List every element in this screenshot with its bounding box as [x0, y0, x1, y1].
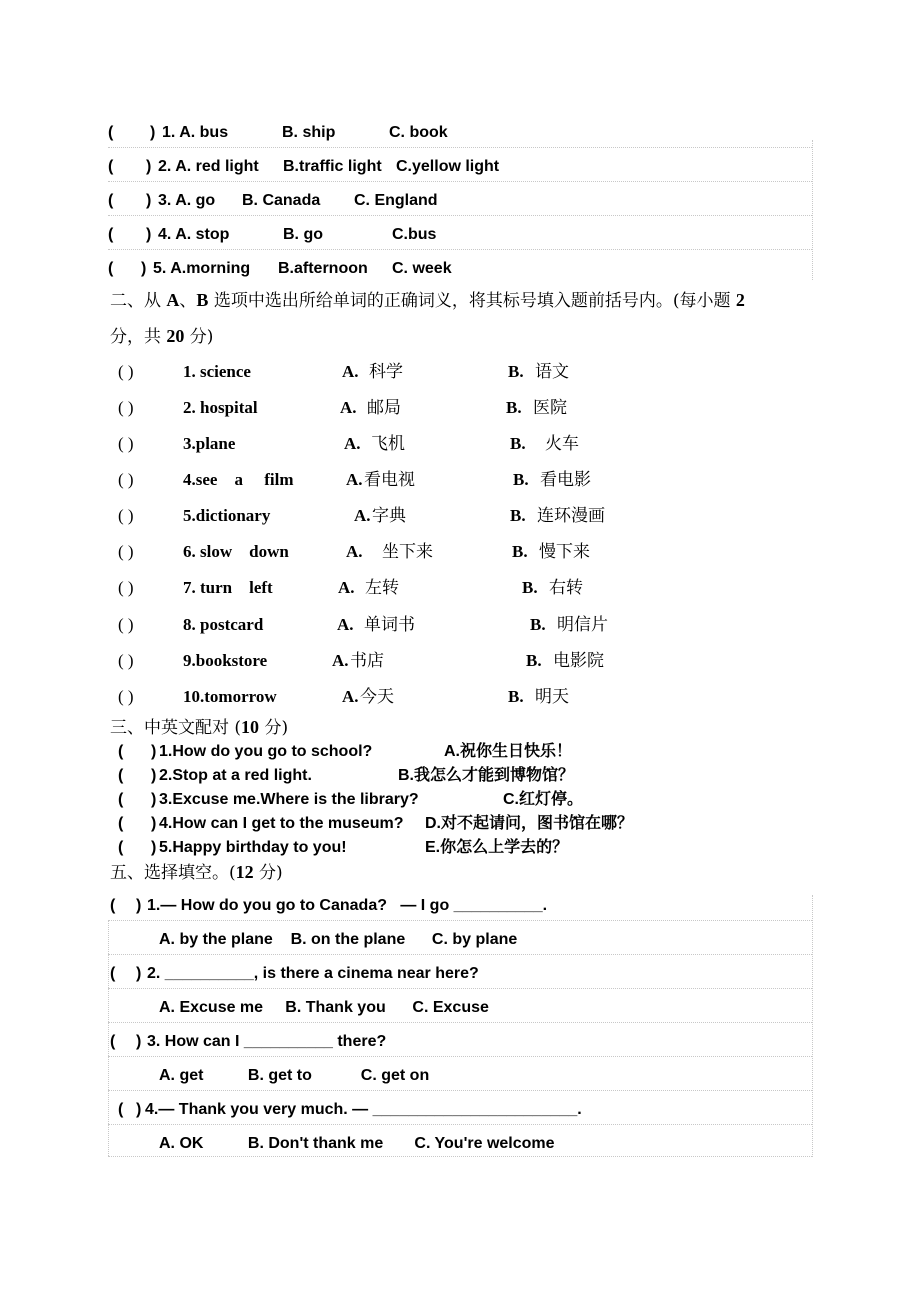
option-a-label: A.	[344, 434, 361, 453]
option-b: B. ship	[282, 124, 336, 141]
option-b-text: 连环漫画	[537, 506, 605, 525]
english-word: 4.see a film	[183, 470, 294, 489]
english-sentence: 4.How can I get to the museum?	[159, 815, 404, 832]
answer-paren[interactable]: ( )	[118, 651, 134, 670]
option-b-label: B.	[512, 542, 528, 561]
option-a: 5. A.morning	[153, 260, 251, 277]
english-word: 1. science	[183, 362, 251, 381]
answer-paren-open[interactable]: (	[108, 158, 114, 175]
option-b: B.traffic light	[283, 158, 382, 175]
answer-paren-close: )	[146, 226, 152, 243]
option-b-label: B.	[522, 578, 538, 597]
english-word: 2. hospital	[183, 398, 258, 417]
answer-paren[interactable]: ( )	[118, 542, 134, 561]
answer-paren[interactable]: ( )	[118, 470, 134, 489]
heading-text: 二、从	[110, 291, 167, 311]
option-a-label: A.	[338, 578, 355, 597]
heading-text: 分)	[184, 327, 214, 347]
english-sentence: 2.Stop at a red light.	[159, 767, 312, 784]
answer-paren-open[interactable]: (	[118, 1101, 124, 1118]
answer-paren-open[interactable]: (	[118, 815, 124, 832]
question-text: 4.— Thank you very much. — _______________________.	[145, 1101, 582, 1118]
answer-paren-open[interactable]: (	[108, 260, 114, 277]
answer-paren-close: )	[150, 124, 156, 141]
heading-bold: 10	[241, 717, 260, 737]
option-a-label: A.	[346, 542, 363, 561]
option-c: C.bus	[392, 226, 437, 243]
english-word: 10.tomorrow	[183, 687, 277, 706]
english-word: 7. turn left	[183, 578, 273, 597]
option-c: C. week	[392, 260, 452, 277]
answer-options: A. Excuse me B. Thank you C. Excuse	[159, 999, 489, 1016]
heading-text: 分，共	[110, 327, 167, 347]
english-word: 6. slow down	[183, 542, 289, 561]
option-b: B.afternoon	[278, 260, 368, 277]
part5-heading	[110, 862, 283, 883]
chinese-option: C.红灯停。	[503, 791, 584, 808]
answer-paren-open[interactable]: (	[108, 226, 114, 243]
answer-paren-close: )	[146, 158, 152, 175]
option-a: 3. A. go	[158, 192, 216, 209]
answer-paren[interactable]: ( )	[118, 687, 134, 706]
option-a-text: 看电视	[364, 470, 415, 489]
option-b-label: B.	[510, 506, 526, 525]
option-b-label: B.	[508, 687, 524, 706]
option-b-text: 电影院	[553, 651, 604, 670]
answer-paren-open[interactable]: (	[108, 124, 114, 141]
question-text: 2. __________, is there a cinema near here?	[147, 965, 479, 982]
option-b-label: B.	[506, 398, 522, 417]
part2-heading-line1	[110, 290, 745, 311]
heading-bold: 12	[235, 862, 254, 882]
option-b: B. go	[283, 226, 323, 243]
option-b-text: 语文	[535, 362, 569, 381]
option-a: 2. A. red light	[158, 158, 259, 175]
answer-paren-close: )	[136, 897, 142, 914]
answer-paren-open[interactable]: (	[108, 192, 114, 209]
answer-paren-close: )	[151, 743, 157, 760]
question-text: 1.— How do you go to Canada? — I go __________.	[147, 897, 548, 914]
answer-paren-open[interactable]: (	[110, 1033, 116, 1050]
answer-paren[interactable]: ( )	[118, 398, 134, 417]
option-c: C. England	[354, 192, 438, 209]
english-sentence: 5.Happy birthday to you!	[159, 839, 347, 856]
option-a-text: 坐下来	[382, 542, 433, 561]
answer-paren-open[interactable]: (	[110, 897, 116, 914]
option-a-text: 字典	[372, 506, 406, 525]
option-a-label: A.	[337, 615, 354, 634]
heading-bold: 2	[735, 290, 745, 310]
option-a-label: A.	[332, 651, 349, 670]
heading-text: 三、中英文配对 (	[110, 718, 242, 738]
part3-heading	[110, 717, 288, 738]
option-a-text: 邮局	[367, 398, 401, 417]
answer-paren[interactable]: ( )	[118, 506, 134, 525]
answer-paren-open[interactable]: (	[118, 791, 124, 808]
answer-paren-open[interactable]: (	[118, 767, 124, 784]
option-b-text: 明天	[535, 687, 569, 706]
option-a-text: 左转	[365, 578, 399, 597]
english-word: 8. postcard	[183, 615, 264, 634]
option-b-label: B.	[508, 362, 524, 381]
option-b-text: 右转	[549, 578, 583, 597]
answer-paren[interactable]: ( )	[118, 362, 134, 381]
option-a-label: A.	[346, 470, 363, 489]
option-a-text: 科学	[369, 362, 403, 381]
option-a-text: 今天	[360, 687, 394, 706]
answer-paren-open[interactable]: (	[110, 965, 116, 982]
answer-paren-close: )	[136, 965, 142, 982]
option-b-text: 明信片	[557, 615, 608, 634]
heading-bold: A	[166, 290, 180, 310]
heading-text: 、	[179, 291, 197, 311]
heading-bold: B	[196, 290, 209, 310]
heading-text: 选项中选出所给单词的正确词义，将其标号填入题前括号内。(每小题	[208, 291, 736, 311]
option-b-text: 慢下来	[539, 542, 590, 561]
answer-paren-open[interactable]: (	[118, 839, 124, 856]
english-word: 5.dictionary	[183, 506, 271, 525]
option-c: C. book	[389, 124, 448, 141]
option-a-label: A.	[342, 362, 359, 381]
answer-options: A. OK B. Don't thank me C. You're welcome	[159, 1135, 555, 1152]
option-a-label: A.	[342, 687, 359, 706]
answer-paren-close: )	[151, 791, 157, 808]
answer-options: A. by the plane B. on the plane C. by plane	[159, 931, 518, 948]
heading-text: 五、选择填空。(	[110, 863, 236, 883]
answer-paren[interactable]: ( )	[118, 615, 134, 634]
option-b-label: B.	[513, 470, 529, 489]
option-a-label: A.	[354, 506, 371, 525]
chinese-option: A.祝你生日快乐！	[444, 743, 573, 760]
answer-paren-close: )	[136, 1101, 142, 1118]
chinese-option: D.对不起请问，图书馆在哪？	[425, 815, 634, 832]
part2-heading-line2	[110, 326, 213, 347]
answer-paren-open[interactable]: (	[118, 743, 124, 760]
option-a-text: 单词书	[364, 615, 415, 634]
option-b-label: B.	[510, 434, 526, 453]
option-a-text: 书店	[350, 651, 384, 670]
answer-options: A. get B. get to C. get on	[159, 1067, 430, 1084]
answer-paren-close: )	[151, 839, 157, 856]
option-a-label: A.	[340, 398, 357, 417]
chinese-option: B.我怎么才能到博物馆？	[398, 767, 575, 784]
option-b-label: B.	[526, 651, 542, 670]
english-word: 9.bookstore	[183, 651, 268, 670]
english-word: 3.plane	[183, 434, 236, 453]
answer-paren[interactable]: ( )	[118, 578, 134, 597]
heading-bold: 20	[166, 326, 185, 346]
heading-text: 分)	[259, 718, 289, 738]
option-b-text: 医院	[533, 398, 567, 417]
answer-paren-close: )	[151, 767, 157, 784]
answer-paren-close: )	[151, 815, 157, 832]
answer-paren-close: )	[141, 260, 147, 277]
option-a: 1. A. bus	[162, 124, 229, 141]
answer-paren-close: )	[146, 192, 152, 209]
heading-text: 分)	[253, 863, 283, 883]
english-sentence: 3.Excuse me.Where is the library?	[159, 791, 419, 808]
question-text: 3. How can I __________ there?	[147, 1033, 387, 1050]
chinese-option: E.你怎么上学去的？	[425, 839, 569, 856]
option-a: 4. A. stop	[158, 226, 230, 243]
answer-paren-close: )	[136, 1033, 142, 1050]
english-sentence: 1.How do you go to school?	[159, 743, 373, 760]
option-a-text: 飞机	[371, 434, 405, 453]
option-b-text: 火车	[545, 434, 579, 453]
option-b: B. Canada	[242, 192, 321, 209]
answer-paren[interactable]: ( )	[118, 434, 134, 453]
option-b-label: B.	[530, 615, 546, 634]
option-b-text: 看电影	[540, 470, 591, 489]
option-c: C.yellow light	[396, 158, 500, 175]
